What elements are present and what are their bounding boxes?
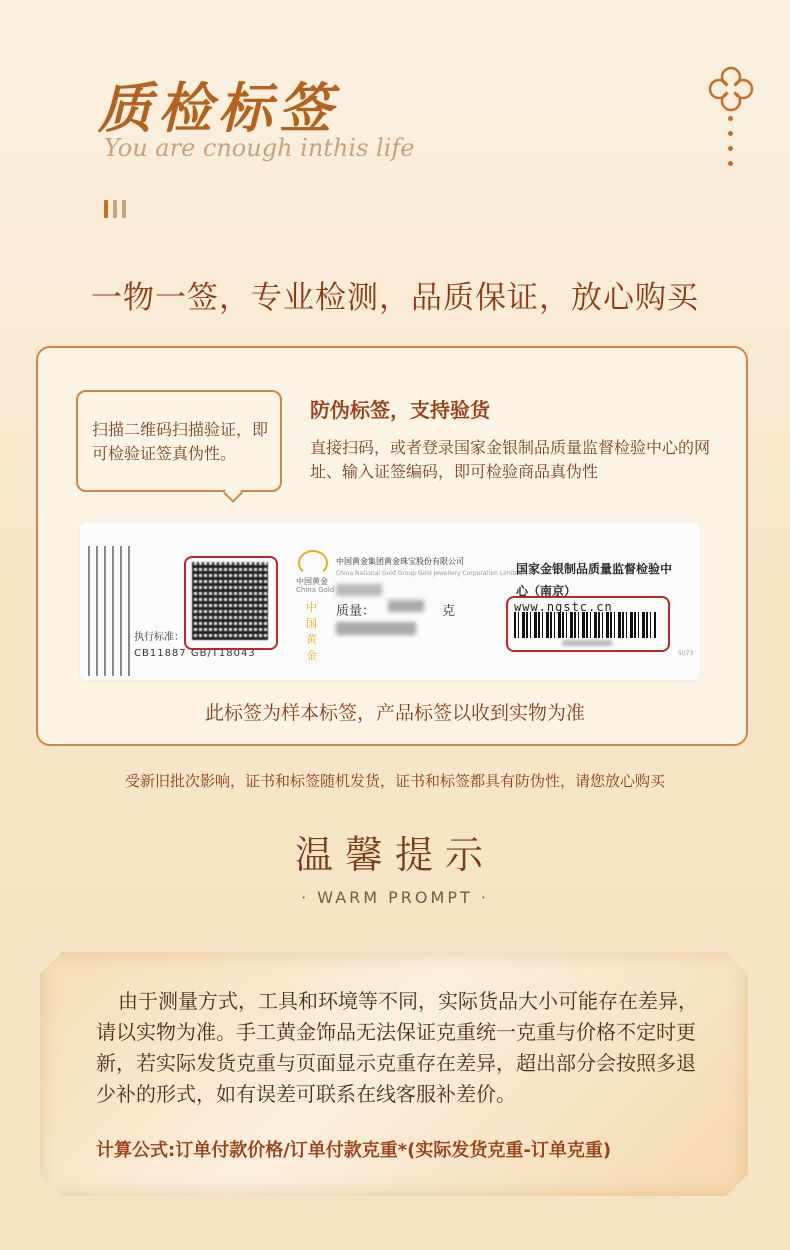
label-vertical-text [88, 546, 132, 676]
warm-prompt-subtitle: · WARM PROMPT · [301, 888, 489, 907]
sample-note: 此标签为样本标签，产品标签以收到实物为准 [204, 702, 585, 724]
blurred-mass [388, 600, 424, 612]
feature-title: 防伪标签，支持验货 [310, 398, 490, 422]
decorative-bars [104, 200, 126, 218]
gram-unit: 克 [442, 604, 456, 619]
bubble-text: 扫描二维码扫描验证，即可检验证签真伪性。 [92, 420, 269, 463]
page-title: 质检标签 [98, 76, 338, 140]
clover-icon [704, 62, 758, 116]
company-name-en: China National Gold Group Gold Jewellery Corporation Limited [336, 570, 523, 577]
china-gold-logo-icon [298, 550, 328, 576]
label-number: 5073 [678, 650, 694, 657]
speech-bubble [76, 390, 282, 492]
warm-prompt-title: 温馨提示 [294, 833, 495, 877]
logo-en: China Gold [296, 586, 335, 594]
slogan: 一物一签，专业检测，品质保证，放心购买 [91, 280, 699, 316]
blurred-product [336, 622, 416, 635]
decorative-dots [728, 116, 733, 166]
qr-highlight-frame [184, 556, 278, 650]
feature-description: 直接扫码，或者登录国家金银制品质量监督检验中心的网址、输入证签编码，即可检验商品真伪性 [310, 438, 711, 481]
gb-code: CB11887 GB/T18043 [134, 648, 256, 659]
mass-label: 质量： [336, 604, 376, 619]
logo-cn: 中国黄金 [296, 577, 328, 586]
page-subtitle: You are cnough inthis life [104, 134, 415, 162]
center-url: www.ngstc.cn [514, 600, 613, 614]
gold-vertical-text: 中国黄金 [306, 601, 317, 662]
price-formula: 计算公式:订单付款价格/订单付款克重*(实际发货克重-订单克重) [96, 1140, 612, 1161]
batch-note: 受新旧批次影响，证书和标签随机发货，证书和标签都具有防伪性，请您放心购买 [124, 772, 665, 790]
company-name-cn: 中国黄金集团黄金珠宝股份有限公司 [336, 557, 464, 566]
warm-prompt-body: 由于测量方式，工具和环境等不同，实际货品大小可能存在差异，请以实物为准。手工黄金饰品无法保证克重统一克重与价格不定时更新，若实际发货克重与页面显示克重存在差异，超出部分会按照多退少补的形式，如有误差可联系在线客服补差价。 [96, 989, 698, 1106]
inspection-center-name: 国家金银制品质量监督检验中心（南京） [516, 562, 673, 598]
blurred-code [336, 584, 382, 596]
barcode-highlight-frame [506, 596, 670, 652]
exec-standard-label: 执行标准： [134, 632, 184, 643]
